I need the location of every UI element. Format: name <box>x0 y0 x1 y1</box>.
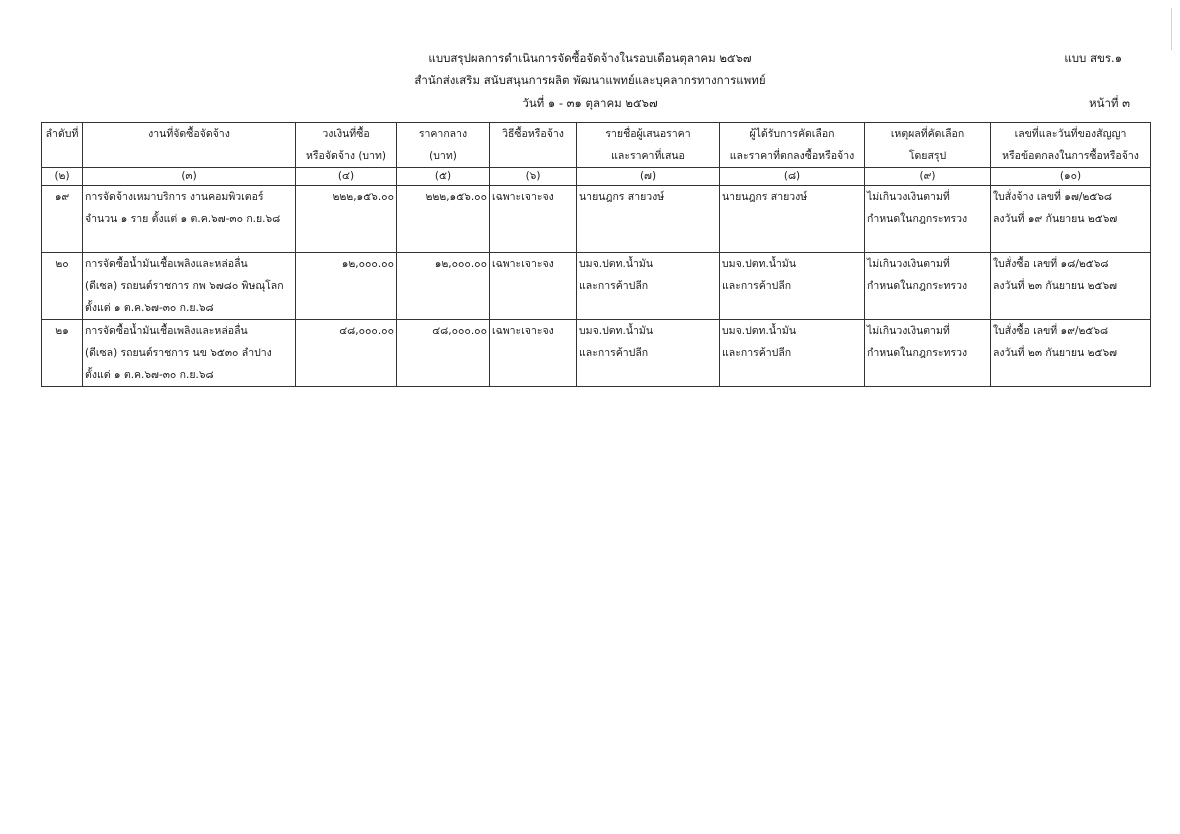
selected-line: และการค้าปลีก <box>722 347 792 359</box>
reason-line: ไม่เกินวงเงินตามที่ <box>867 258 950 270</box>
table-row <box>42 186 1151 253</box>
column-header-line: (บาท) <box>429 150 457 162</box>
budget-amount: ๑๒,๐๐๐.๐๐ <box>296 253 397 320</box>
column-header-line: รายชื่อผู้เสนอราคา <box>605 128 691 140</box>
bidders-line: บมจ.ปตท.น้ำมัน <box>579 325 653 337</box>
row-number: ๑๙ <box>42 186 83 253</box>
contract-line: ใบสั่งซื้อ เลขที่ ๑๘/๒๕๖๘ <box>993 258 1109 270</box>
contract-reference <box>991 253 1151 320</box>
column-number: (๖) <box>490 168 577 186</box>
work-description <box>83 320 296 387</box>
column-header <box>991 123 1151 168</box>
bidders-line: และการค้าปลีก <box>579 280 649 292</box>
column-header-line: เหตุผลที่คัดเลือก <box>890 128 965 140</box>
column-number: (๕) <box>397 168 490 186</box>
selected-line: บมจ.ปตท.น้ำมัน <box>722 258 796 270</box>
work-description <box>83 186 296 253</box>
work-line: จำนวน ๑ ราย ตั้งแต่ ๑ ต.ค.๖๗-๓๐ ก.ย.๖๘ <box>85 213 281 225</box>
selected-line: นายนฎกร สายวงษ์ <box>722 191 808 203</box>
contract-reference <box>991 320 1151 387</box>
reason-line: ไม่เกินวงเงินตามที่ <box>867 191 950 203</box>
column-header <box>865 123 991 168</box>
column-number: (๑๐) <box>991 168 1151 186</box>
reason-line: กำหนดในกฎกระทรวง <box>867 213 968 225</box>
column-number: (๗) <box>577 168 720 186</box>
work-line: ตั้งแต่ ๑ ต.ค.๖๗-๓๐ ก.ย.๖๘ <box>85 302 214 314</box>
column-header-line <box>44 145 80 167</box>
column-header-line: และราคาที่เสนอ <box>611 150 685 162</box>
column-header <box>42 123 83 168</box>
column-header-line: หรือข้อตกลงในการซื้อหรือจ้าง <box>1002 150 1139 162</box>
column-header <box>83 123 296 168</box>
column-header-line: ราคากลาง <box>418 128 468 140</box>
column-header <box>490 123 577 168</box>
bidders-line: นายนฎกร สายวงษ์ <box>579 191 665 203</box>
table-row <box>42 320 1151 387</box>
work-line: การจัดซื้อน้ำมันเชื้อเพลิงและหล่อลื่น <box>85 325 248 337</box>
column-header-line: เลขที่และวันที่ของสัญญา <box>1014 128 1127 140</box>
bidders-line: บมจ.ปตท.น้ำมัน <box>579 258 653 270</box>
column-header-line: โดยสรุป <box>908 150 947 162</box>
bidders <box>577 320 720 387</box>
column-header <box>577 123 720 168</box>
page-edge-line <box>1171 8 1172 50</box>
reason-line: กำหนดในกฎกระทรวง <box>867 280 968 292</box>
budget-amount: ๔๘,๐๐๐.๐๐ <box>296 320 397 387</box>
column-header-line <box>85 145 293 167</box>
median-price: ๔๘,๐๐๐.๐๐ <box>397 320 490 387</box>
column-number: (๙) <box>865 168 991 186</box>
median-price: ๒๒๒,๑๕๖.๐๐ <box>397 186 490 253</box>
column-number: (๓) <box>83 168 296 186</box>
contract-line: ใบสั่งจ้าง เลขที่ ๑๗/๒๕๖๘ <box>993 191 1113 203</box>
column-header <box>296 123 397 168</box>
column-header-line: วงเงินที่ซื้อ <box>322 128 370 140</box>
column-header-line: วิธีซื้อหรือจ้าง <box>502 128 564 140</box>
report-title: แบบสรุปผลการดำเนินการจัดซื้อจัดจ้างในรอบเดือนตุลาคม ๒๕๖๗ <box>428 51 752 65</box>
row-number: ๒๑ <box>42 320 83 387</box>
selected-line: และการค้าปลีก <box>722 280 792 292</box>
budget-amount: ๒๒๒,๑๕๖.๐๐ <box>296 186 397 253</box>
table-row <box>42 253 1151 320</box>
work-line: (ดีเซล) รถยนต์ราชการ นข ๖๕๓๐ ลำปาง <box>85 347 272 359</box>
column-header <box>397 123 490 168</box>
reason-line: กำหนดในกฎกระทรวง <box>867 347 968 359</box>
bidders-line <box>579 208 717 230</box>
procurement-method: เฉพาะเจาะจง <box>490 186 577 253</box>
selected-vendor <box>720 253 865 320</box>
procurement-method: เฉพาะเจาะจง <box>490 320 577 387</box>
median-price: ๑๒,๐๐๐.๐๐ <box>397 253 490 320</box>
column-header-line: หรือจัดจ้าง (บาท) <box>305 150 387 162</box>
contract-line: ใบสั่งซื้อ เลขที่ ๑๙/๒๕๖๘ <box>993 325 1109 337</box>
department-name: สำนักส่งเสริม สนับสนุนการผลิต พัฒนาแพทย์และบุคลากรทางการแพทย์ <box>414 73 766 87</box>
work-line: การจัดจ้างเหมาบริการ งานคอมพิวเตอร์ <box>85 191 264 203</box>
bidders <box>577 253 720 320</box>
form-code: แบบ สขร.๑ <box>1064 51 1122 65</box>
report-period: วันที่ ๑ - ๓๑ ตุลาคม ๒๕๖๗ <box>522 96 658 110</box>
selected-vendor <box>720 186 865 253</box>
page-number: หน้าที่ ๓ <box>1089 96 1130 110</box>
contract-line: ลงวันที่ ๒๓ กันยายน ๒๕๖๗ <box>993 280 1118 292</box>
work-line <box>85 230 293 252</box>
selected-line <box>722 208 862 230</box>
work-line: การจัดซื้อน้ำมันเชื้อเพลิงและหล่อลื่น <box>85 258 248 270</box>
contract-reference <box>991 186 1151 253</box>
contract-line: ลงวันที่ ๒๓ กันยายน ๒๕๖๗ <box>993 347 1118 359</box>
table-header-row <box>42 123 1151 168</box>
selected-line: บมจ.ปตท.น้ำมัน <box>722 325 796 337</box>
column-header-line: ผู้ได้รับการคัดเลือก <box>749 128 835 140</box>
reason-line: ไม่เกินวงเงินตามที่ <box>867 325 950 337</box>
bidders <box>577 186 720 253</box>
row-number: ๒๐ <box>42 253 83 320</box>
work-line: (ดีเซล) รถยนต์ราชการ กพ ๖๗๘๐ พิษณุโลก <box>85 280 284 292</box>
column-number: (๒) <box>42 168 83 186</box>
procurement-method: เฉพาะเจาะจง <box>490 253 577 320</box>
work-line: ตั้งแต่ ๑ ต.ค.๖๗-๓๐ ก.ย.๖๘ <box>85 369 214 381</box>
selection-reason <box>865 320 991 387</box>
column-header-line: และราคาที่ตกลงซื้อหรือจ้าง <box>729 150 855 162</box>
procurement-table <box>41 122 1151 387</box>
contract-line: ลงวันที่ ๑๙ กันยายน ๒๕๖๗ <box>993 213 1118 225</box>
column-number-row <box>42 168 1151 186</box>
bidders-line: และการค้าปลีก <box>579 347 649 359</box>
column-header <box>720 123 865 168</box>
selected-vendor <box>720 320 865 387</box>
work-description <box>83 253 296 320</box>
selection-reason <box>865 253 991 320</box>
selection-reason <box>865 186 991 253</box>
column-header-line <box>492 145 574 167</box>
column-header-line: ลำดับที่ <box>45 128 79 140</box>
column-number: (๘) <box>720 168 865 186</box>
column-number: (๔) <box>296 168 397 186</box>
column-header-line: งานที่จัดซื้อจัดจ้าง <box>148 128 230 140</box>
